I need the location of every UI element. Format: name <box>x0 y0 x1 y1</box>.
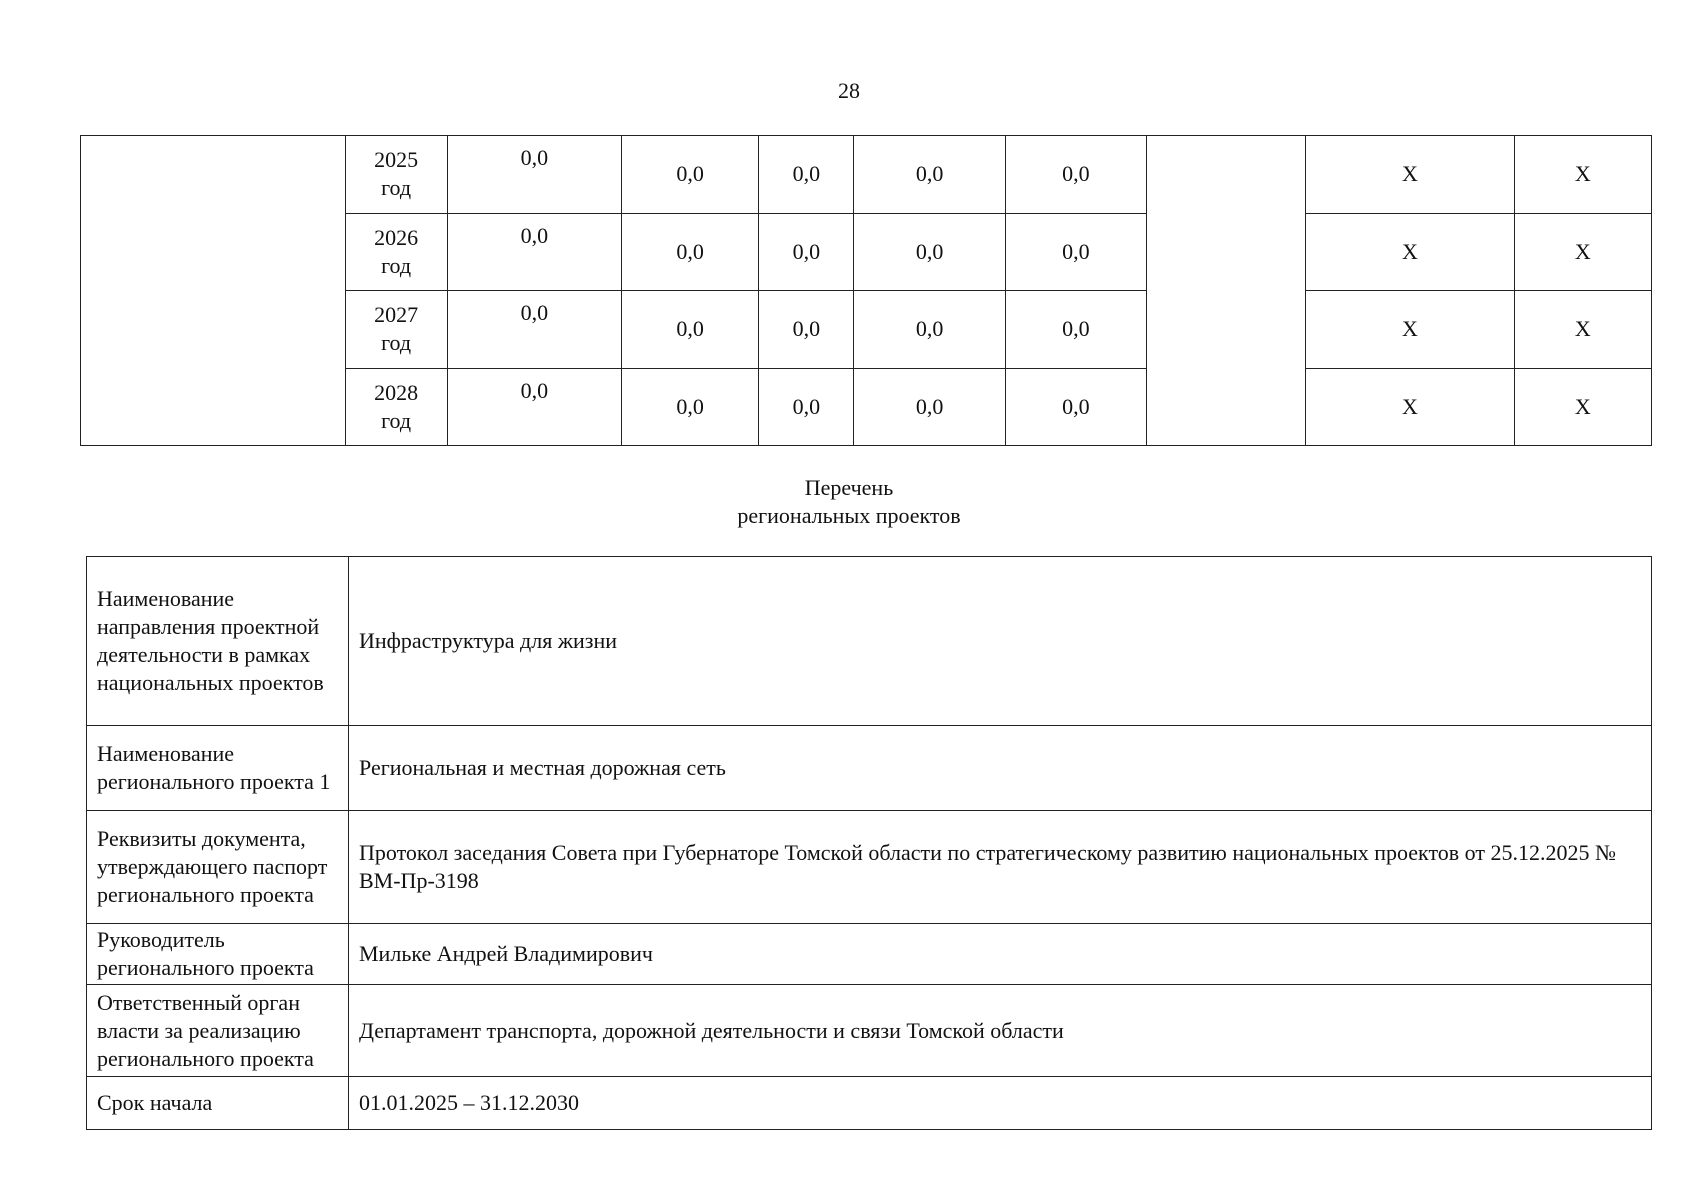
value-cell: 0,0 <box>854 213 1005 291</box>
value-cell: 0,0 <box>1005 213 1146 291</box>
finance-table <box>80 135 1652 446</box>
value-cell: 0,0 <box>854 368 1005 446</box>
row-value: Протокол заседания Совета при Губернаторе Томской области по стратегическому развитию национальных проектов от 25.12.2025 № ВМ-Пр-3198 <box>349 811 1652 924</box>
value-cell: 0,0 <box>447 291 621 369</box>
year-cell: 2028 год <box>345 368 447 446</box>
value-cell: 0,0 <box>622 213 759 291</box>
empty-merged-cell <box>1146 136 1305 446</box>
row-value: 01.01.2025 – 31.12.2030 <box>349 1077 1652 1130</box>
value-cell: 0,0 <box>854 136 1005 214</box>
value-cell: 0,0 <box>447 368 621 446</box>
project-row <box>87 557 1652 726</box>
value-cell: 0,0 <box>622 291 759 369</box>
row-label: Ответственный орган власти за реализацию регионального проекта <box>87 985 349 1077</box>
year-cell: 2025 год <box>345 136 447 214</box>
row-label: Наименование регионального проекта 1 <box>87 726 349 811</box>
row-value: Департамент транспорта, дорожной деятельности и связи Томской области <box>349 985 1652 1077</box>
value-cell: 0,0 <box>759 368 854 446</box>
value-cell: 0,0 <box>1005 136 1146 214</box>
value-cell: 0,0 <box>447 136 621 214</box>
year-cell: 2027 год <box>345 291 447 369</box>
projects-table <box>86 556 1652 1130</box>
section-title <box>0 474 1698 530</box>
value-cell: 0,0 <box>622 136 759 214</box>
value-cell: 0,0 <box>1005 291 1146 369</box>
row-label: Срок начала <box>87 1077 349 1130</box>
x-mark-cell: Х <box>1514 136 1651 214</box>
row-value: Инфраструктура для жизни <box>349 557 1652 726</box>
value-cell: 0,0 <box>447 213 621 291</box>
value-cell: 0,0 <box>622 368 759 446</box>
row-label: Руководитель регионального проекта <box>87 924 349 985</box>
x-mark-cell: Х <box>1514 291 1651 369</box>
finance-row <box>81 136 1652 214</box>
x-mark-cell: Х <box>1514 213 1651 291</box>
value-cell: 0,0 <box>759 136 854 214</box>
x-mark-cell: Х <box>1306 136 1514 214</box>
x-mark-cell: Х <box>1306 213 1514 291</box>
section-title-line: Перечень <box>804 475 894 500</box>
value-cell: 0,0 <box>759 213 854 291</box>
row-value: Мильке Андрей Владимирович <box>349 924 1652 985</box>
project-row <box>87 726 1652 811</box>
x-mark-cell: Х <box>1514 368 1651 446</box>
value-cell: 0,0 <box>854 291 1005 369</box>
row-label: Наименование направления проектной деятельности в рамках национальных проектов <box>87 557 349 726</box>
value-cell: 0,0 <box>759 291 854 369</box>
page-number: 28 <box>838 78 860 103</box>
project-row <box>87 811 1652 924</box>
project-row <box>87 985 1652 1077</box>
project-row <box>87 1077 1652 1130</box>
project-row <box>87 924 1652 985</box>
x-mark-cell: Х <box>1306 291 1514 369</box>
empty-name-cell <box>81 136 346 446</box>
row-value: Региональная и местная дорожная сеть <box>349 726 1652 811</box>
value-cell: 0,0 <box>1005 368 1146 446</box>
x-mark-cell: Х <box>1306 368 1514 446</box>
year-cell: 2026 год <box>345 213 447 291</box>
row-label: Реквизиты документа, утверждающего паспорт регионального проекта <box>87 811 349 924</box>
section-title-line: региональных проектов <box>737 503 961 528</box>
